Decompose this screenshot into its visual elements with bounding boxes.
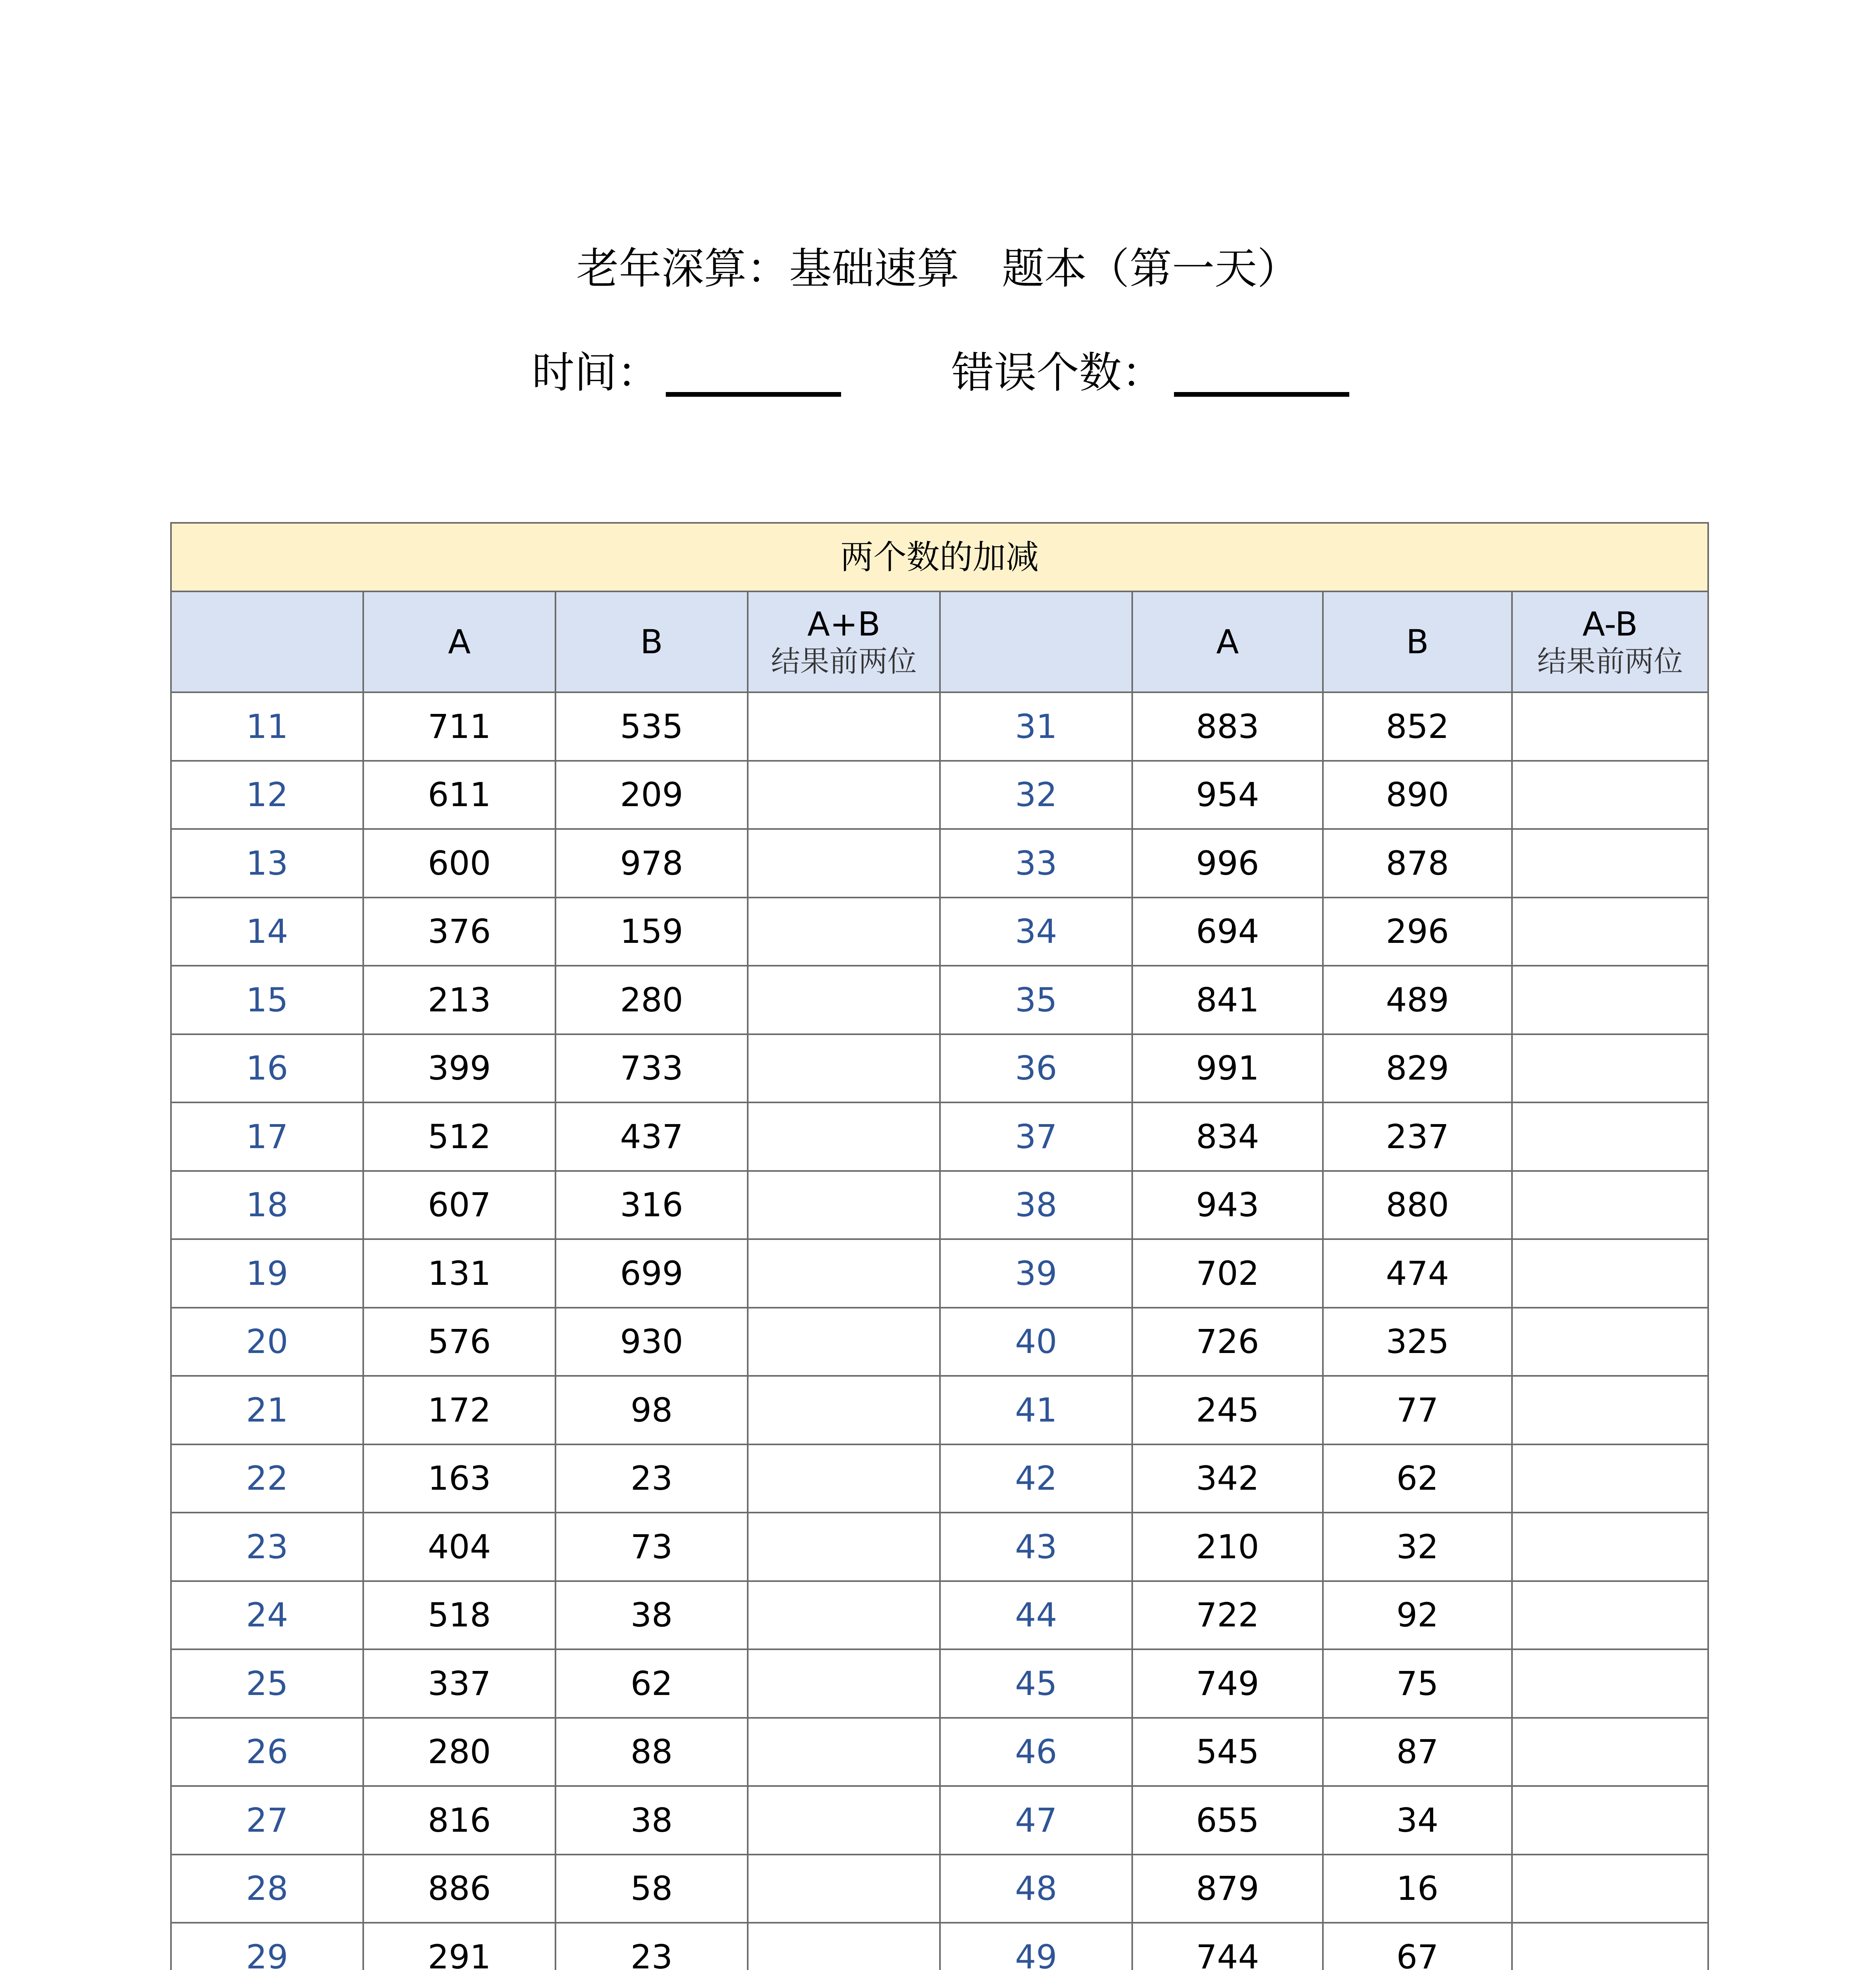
row-number-left: 28 — [171, 1855, 363, 1923]
answer-sum-cell[interactable] — [748, 1444, 940, 1513]
header-b-left: B — [555, 591, 748, 692]
row-number-left: 26 — [171, 1718, 363, 1786]
value-a-right: 749 — [1132, 1649, 1323, 1718]
value-a-left: 172 — [363, 1376, 555, 1444]
value-b-right: 237 — [1323, 1102, 1512, 1171]
answer-sum-cell[interactable] — [748, 1649, 940, 1718]
row-number-left: 13 — [171, 829, 363, 898]
value-b-left: 437 — [555, 1102, 748, 1171]
value-b-right: 67 — [1323, 1923, 1512, 1970]
row-number-right: 35 — [940, 966, 1132, 1034]
time-blank — [666, 392, 841, 397]
answer-diff-cell[interactable] — [1512, 1308, 1708, 1376]
table-row — [171, 692, 1708, 761]
answer-sum-cell[interactable] — [748, 761, 940, 829]
answer-sum-cell[interactable] — [748, 692, 940, 761]
answer-sum-cell[interactable] — [748, 829, 940, 898]
value-a-left: 600 — [363, 829, 555, 898]
row-number-right: 36 — [940, 1034, 1132, 1103]
value-b-left: 699 — [555, 1239, 748, 1308]
value-b-left: 38 — [555, 1786, 748, 1855]
table-row — [171, 1102, 1708, 1171]
answer-sum-cell[interactable] — [748, 1581, 940, 1650]
row-number-left: 18 — [171, 1171, 363, 1240]
value-a-right: 726 — [1132, 1308, 1323, 1376]
header-sum-note: 结果前两位 — [771, 644, 917, 678]
table-row — [171, 898, 1708, 966]
row-number-right: 32 — [940, 761, 1132, 829]
row-number-left: 21 — [171, 1376, 363, 1444]
answer-diff-cell[interactable] — [1512, 1444, 1708, 1513]
errors-label: 错误个数： — [951, 348, 1165, 398]
row-number-right: 42 — [940, 1444, 1132, 1513]
answer-sum-cell[interactable] — [748, 1102, 940, 1171]
answer-sum-cell[interactable] — [748, 1855, 940, 1923]
answer-diff-cell[interactable] — [1512, 761, 1708, 829]
value-b-left: 535 — [555, 692, 748, 761]
value-b-right: 87 — [1323, 1718, 1512, 1786]
answer-diff-cell[interactable] — [1512, 692, 1708, 761]
row-number-left: 16 — [171, 1034, 363, 1103]
value-b-right: 852 — [1323, 692, 1512, 761]
value-a-left: 404 — [363, 1513, 555, 1581]
value-b-left: 159 — [555, 898, 748, 966]
value-a-right: 210 — [1132, 1513, 1323, 1581]
value-a-left: 711 — [363, 692, 555, 761]
value-b-right: 16 — [1323, 1855, 1512, 1923]
add-subtract-band: 两个数的加减 — [171, 523, 1708, 591]
row-number-right: 34 — [940, 898, 1132, 966]
value-b-left: 62 — [555, 1649, 748, 1718]
row-number-left: 22 — [171, 1444, 363, 1513]
value-a-right: 991 — [1132, 1034, 1323, 1103]
value-b-left: 316 — [555, 1171, 748, 1240]
table-row — [171, 1855, 1708, 1923]
value-b-right: 880 — [1323, 1171, 1512, 1240]
answer-diff-cell[interactable] — [1512, 1855, 1708, 1923]
value-b-left: 978 — [555, 829, 748, 898]
answer-diff-cell[interactable] — [1512, 1376, 1708, 1444]
value-b-right: 878 — [1323, 829, 1512, 898]
answer-diff-cell[interactable] — [1512, 1034, 1708, 1103]
answer-diff-cell[interactable] — [1512, 1102, 1708, 1171]
answer-sum-cell[interactable] — [748, 1034, 940, 1103]
table-row — [171, 1171, 1708, 1240]
header-diff — [1512, 591, 1708, 692]
table-row — [171, 1308, 1708, 1376]
row-number-left: 14 — [171, 898, 363, 966]
answer-diff-cell[interactable] — [1512, 966, 1708, 1034]
row-number-right: 41 — [940, 1376, 1132, 1444]
value-a-left: 131 — [363, 1239, 555, 1308]
header-sum-label: A+B — [807, 605, 880, 644]
row-number-left: 11 — [171, 692, 363, 761]
value-b-right: 829 — [1323, 1034, 1512, 1103]
header-blank-left — [171, 591, 363, 692]
header-a-right: A — [1132, 591, 1323, 692]
value-a-left: 518 — [363, 1581, 555, 1650]
value-b-left: 733 — [555, 1034, 748, 1103]
page-title: 老年深算：基础速算 题本（第一天） — [576, 244, 1300, 294]
value-b-right: 890 — [1323, 761, 1512, 829]
table-row — [171, 1718, 1708, 1786]
header-blank-right — [940, 591, 1132, 692]
time-label: 时间： — [532, 348, 660, 398]
value-a-right: 834 — [1132, 1102, 1323, 1171]
table-row — [171, 1923, 1708, 1970]
value-b-left: 280 — [555, 966, 748, 1034]
table-row — [171, 1239, 1708, 1308]
value-b-right: 296 — [1323, 898, 1512, 966]
table-row — [171, 761, 1708, 829]
value-a-right: 545 — [1132, 1718, 1323, 1786]
value-a-right: 943 — [1132, 1171, 1323, 1240]
row-number-right: 49 — [940, 1923, 1132, 1970]
answer-diff-cell[interactable] — [1512, 1718, 1708, 1786]
table-row — [171, 1581, 1708, 1650]
row-number-left: 17 — [171, 1102, 363, 1171]
value-b-left: 98 — [555, 1376, 748, 1444]
errors-blank — [1174, 392, 1349, 397]
row-number-left: 15 — [171, 966, 363, 1034]
value-b-right: 34 — [1323, 1786, 1512, 1855]
value-b-right: 77 — [1323, 1376, 1512, 1444]
row-number-right: 40 — [940, 1308, 1132, 1376]
answer-diff-cell[interactable] — [1512, 1786, 1708, 1855]
value-a-right: 996 — [1132, 829, 1323, 898]
answer-sum-cell[interactable] — [748, 898, 940, 966]
value-b-left: 58 — [555, 1855, 748, 1923]
header-b-right: B — [1323, 591, 1512, 692]
value-b-right: 62 — [1323, 1444, 1512, 1513]
value-b-right: 325 — [1323, 1308, 1512, 1376]
value-b-left: 23 — [555, 1444, 748, 1513]
row-number-right: 39 — [940, 1239, 1132, 1308]
answer-diff-cell[interactable] — [1512, 829, 1708, 898]
value-a-left: 163 — [363, 1444, 555, 1513]
value-a-left: 399 — [363, 1034, 555, 1103]
table-row — [171, 1513, 1708, 1581]
answer-diff-cell[interactable] — [1512, 1581, 1708, 1650]
answer-sum-cell[interactable] — [748, 1239, 940, 1308]
table-row — [171, 966, 1708, 1034]
value-a-left: 816 — [363, 1786, 555, 1855]
value-a-right: 702 — [1132, 1239, 1323, 1308]
value-a-left: 607 — [363, 1171, 555, 1240]
answer-diff-cell[interactable] — [1512, 1649, 1708, 1718]
row-number-left: 19 — [171, 1239, 363, 1308]
answer-diff-cell[interactable] — [1512, 1171, 1708, 1240]
table-row — [171, 1444, 1708, 1513]
answer-diff-cell[interactable] — [1512, 1923, 1708, 1970]
value-a-left: 611 — [363, 761, 555, 829]
header-sum — [748, 591, 940, 692]
value-a-left: 213 — [363, 966, 555, 1034]
answer-sum-cell[interactable] — [748, 1718, 940, 1786]
value-a-right: 841 — [1132, 966, 1323, 1034]
value-a-right: 954 — [1132, 761, 1323, 829]
value-a-right: 694 — [1132, 898, 1323, 966]
row-number-right: 44 — [940, 1581, 1132, 1650]
answer-diff-cell[interactable] — [1512, 1513, 1708, 1581]
row-number-left: 25 — [171, 1649, 363, 1718]
row-number-right: 45 — [940, 1649, 1132, 1718]
value-a-left: 280 — [363, 1718, 555, 1786]
value-a-right: 744 — [1132, 1923, 1323, 1970]
table-row — [171, 1376, 1708, 1444]
value-a-left: 512 — [363, 1102, 555, 1171]
row-number-left: 27 — [171, 1786, 363, 1855]
answer-sum-cell[interactable] — [748, 1171, 940, 1240]
row-number-left: 29 — [171, 1923, 363, 1970]
answer-sum-cell[interactable] — [748, 1786, 940, 1855]
row-number-left: 24 — [171, 1581, 363, 1650]
value-a-left: 576 — [363, 1308, 555, 1376]
value-b-right: 75 — [1323, 1649, 1512, 1718]
answer-sum-cell[interactable] — [748, 1513, 940, 1581]
row-number-left: 23 — [171, 1513, 363, 1581]
value-b-left: 38 — [555, 1581, 748, 1650]
table-row — [171, 1034, 1708, 1103]
header-diff-label: A-B — [1582, 605, 1638, 644]
value-a-right: 879 — [1132, 1855, 1323, 1923]
table-row — [171, 829, 1708, 898]
row-number-right: 43 — [940, 1513, 1132, 1581]
value-b-right: 489 — [1323, 966, 1512, 1034]
header-diff-note: 结果前两位 — [1537, 644, 1683, 678]
value-a-left: 376 — [363, 898, 555, 966]
row-number-right: 33 — [940, 829, 1132, 898]
header-a-left: A — [363, 591, 555, 692]
row-number-left: 12 — [171, 761, 363, 829]
value-b-right: 92 — [1323, 1581, 1512, 1650]
table-row — [171, 1649, 1708, 1718]
value-a-left: 337 — [363, 1649, 555, 1718]
value-a-right: 655 — [1132, 1786, 1323, 1855]
value-b-left: 209 — [555, 761, 748, 829]
answer-sum-cell[interactable] — [748, 966, 940, 1034]
value-a-left: 886 — [363, 1855, 555, 1923]
answer-sum-cell[interactable] — [748, 1308, 940, 1376]
row-number-left: 20 — [171, 1308, 363, 1376]
answer-sum-cell[interactable] — [748, 1923, 940, 1970]
row-number-right: 31 — [940, 692, 1132, 761]
value-a-left: 291 — [363, 1923, 555, 1970]
value-b-left: 930 — [555, 1308, 748, 1376]
row-number-right: 38 — [940, 1171, 1132, 1240]
answer-diff-cell[interactable] — [1512, 1239, 1708, 1308]
value-b-left: 88 — [555, 1718, 748, 1786]
add-subtract-table — [170, 522, 1709, 1970]
answer-diff-cell[interactable] — [1512, 898, 1708, 966]
row-number-right: 46 — [940, 1718, 1132, 1786]
answer-sum-cell[interactable] — [748, 1376, 940, 1444]
value-b-right: 474 — [1323, 1239, 1512, 1308]
row-number-right: 37 — [940, 1102, 1132, 1171]
table-row — [171, 1786, 1708, 1855]
value-a-right: 342 — [1132, 1444, 1323, 1513]
value-b-left: 23 — [555, 1923, 748, 1970]
row-number-right: 47 — [940, 1786, 1132, 1855]
value-a-right: 883 — [1132, 692, 1323, 761]
row-number-right: 48 — [940, 1855, 1132, 1923]
value-b-left: 73 — [555, 1513, 748, 1581]
value-a-right: 722 — [1132, 1581, 1323, 1650]
value-a-right: 245 — [1132, 1376, 1323, 1444]
value-b-right: 32 — [1323, 1513, 1512, 1581]
